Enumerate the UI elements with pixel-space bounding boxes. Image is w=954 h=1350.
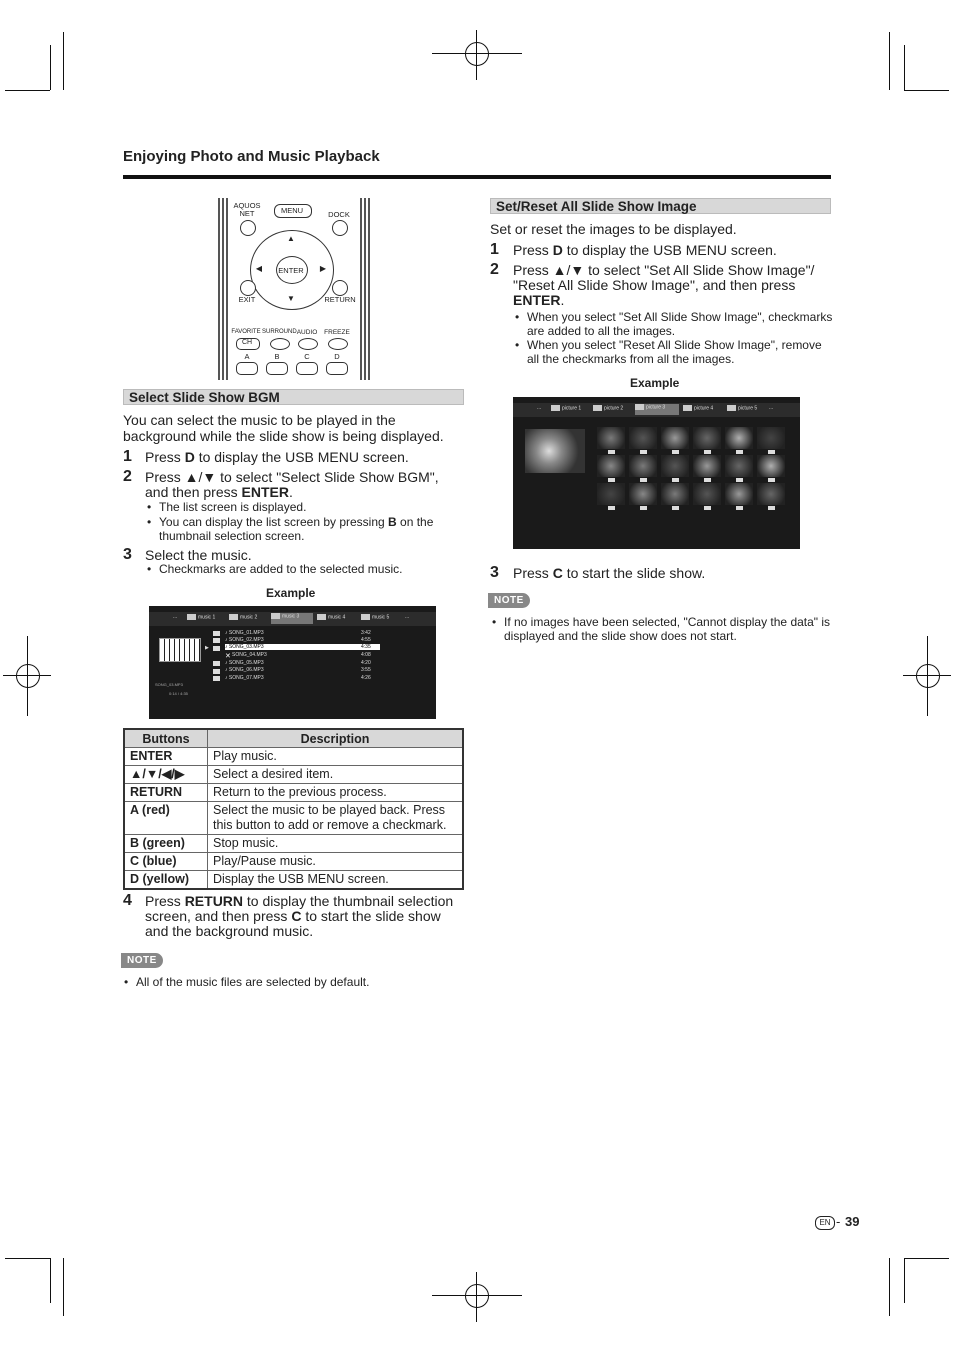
checkbox	[213, 669, 220, 674]
crop-mark	[904, 1258, 949, 1259]
c-label: C	[304, 352, 310, 361]
thumbnail-checkmark	[640, 506, 647, 510]
crop-mark	[63, 32, 64, 90]
surround-label: SURROUND	[262, 329, 297, 335]
crop-mark	[432, 53, 522, 54]
enter-label: ENTER	[278, 266, 304, 275]
checkbox	[213, 661, 220, 666]
thumbnail-checkmark	[672, 450, 679, 454]
play-cursor-icon: ▶	[205, 645, 209, 651]
elapsed-time: 0:14 / 4:35	[169, 691, 188, 696]
table-row: ▲/▼/◀/▶ Select a desired item.	[124, 766, 463, 784]
thumbnail-image	[597, 455, 625, 477]
thumbnail-image	[629, 455, 657, 477]
step-text: Press RETURN to display the thumbnail selection screen, and then press C to start the slide show and the background music.	[145, 893, 454, 939]
checkbox	[213, 631, 220, 636]
section-title-bgm: Select Slide Show BGM	[123, 389, 464, 405]
crop-mark	[476, 30, 477, 80]
song-row: ♪ SONG_06.MP3 3:55	[225, 667, 371, 673]
crop-mark	[904, 45, 905, 90]
bgm-intro: You can select the music to be played in the background while the slide show is being displayed.	[123, 412, 444, 444]
thumbnail-image	[725, 427, 753, 449]
a-button	[236, 362, 258, 375]
crop-mark	[432, 1295, 522, 1296]
thumbnail-image	[693, 455, 721, 477]
audio-button	[298, 338, 318, 350]
music-tab-bar	[149, 612, 436, 626]
a-label: A	[244, 352, 250, 361]
up-arrow-icon: ▲	[287, 234, 295, 243]
thumbnail-checkmark	[768, 450, 775, 454]
tab-music: music 5	[361, 614, 389, 620]
crop-mark	[50, 1258, 51, 1303]
picture-tab-bar	[513, 403, 800, 417]
table-header: Description	[208, 729, 464, 748]
thumbnail-image	[597, 483, 625, 505]
exit-label: EXIT	[238, 295, 256, 304]
piano-icon	[159, 638, 201, 662]
thumbnail-image	[725, 483, 753, 505]
slideshow-intro: Set or reset the images to be displayed.	[490, 221, 737, 237]
now-playing: SONG_03.MP3	[155, 682, 183, 687]
dock-label: DOCK	[328, 210, 350, 219]
song-row: ♪ SONG_07.MP3 4:26	[225, 675, 371, 681]
song-row: SONG_04.MP3 4:08	[232, 652, 371, 658]
crop-mark	[63, 1258, 64, 1316]
page-header: Enjoying Photo and Music Playback	[123, 148, 380, 165]
thumbnail-image	[757, 427, 785, 449]
step-number: 1	[123, 448, 132, 465]
table-row: RETURN Return to the previous process.	[124, 784, 463, 802]
crop-mark	[904, 90, 949, 91]
tab-music: music 1	[187, 614, 215, 620]
remote-illustration	[218, 198, 370, 380]
thumbnail-checkmark	[736, 450, 743, 454]
thumbnail-checkmark	[768, 478, 775, 482]
left-arrow-icon: ◀	[255, 264, 263, 273]
song-row: ♪ SONG_01.MP3 3:42	[225, 630, 371, 636]
table-row: A (red) Select the music to be played back. Press this button to add or remove a checkmark.	[124, 802, 463, 835]
registration-mark	[465, 1284, 489, 1308]
example-label: Example	[266, 586, 316, 600]
thumbnail-image	[757, 483, 785, 505]
step-text: Press D to display the USB MENU screen.	[513, 242, 777, 258]
freeze-button	[328, 338, 348, 350]
return-label: RETURN	[324, 295, 356, 304]
tab-ellipsis: ...	[405, 614, 410, 620]
thumbnail-checkmark	[672, 478, 679, 482]
thumbnail-checkmark	[640, 478, 647, 482]
crop-mark	[5, 1258, 50, 1259]
uncheck-icon: ✕	[225, 653, 231, 660]
tab-ellipsis: ...	[173, 614, 178, 620]
page-number: 39	[845, 1214, 860, 1229]
step-text: Press C to start the slide show.	[513, 565, 706, 581]
exit-button	[240, 280, 256, 296]
b-button	[266, 362, 288, 375]
c-button	[296, 362, 318, 375]
surround-button	[270, 338, 290, 350]
table-row: B (green) Stop music.	[124, 835, 463, 853]
section-title-slideshow: Set/Reset All Slide Show Image	[490, 198, 831, 214]
thumbnail-image	[661, 455, 689, 477]
song-row: ♪ SONG_05.MP3 4:20	[225, 660, 371, 666]
thumbnail-image	[661, 427, 689, 449]
table-header: Buttons	[124, 729, 208, 748]
bullet: • Checkmarks are added to the selected music.	[147, 562, 403, 576]
d-label: D	[334, 352, 340, 361]
crop-mark	[5, 90, 50, 91]
table-row: D (yellow) Display the USB MENU screen.	[124, 871, 463, 890]
music-list-screen	[149, 606, 436, 719]
tab-ellipsis: ...	[769, 405, 774, 411]
table-row: ENTER Play music.	[124, 748, 463, 766]
menu-label: MENU	[280, 206, 304, 215]
header-rule	[123, 175, 831, 179]
crop-mark	[889, 32, 890, 90]
thumbnail-image	[661, 483, 689, 505]
thumbnail-checkmark	[736, 478, 743, 482]
thumbnail-checkmark	[704, 450, 711, 454]
return-button	[332, 280, 348, 296]
step-number: 3	[123, 546, 132, 563]
crop-mark	[50, 45, 51, 90]
registration-mark	[465, 42, 489, 66]
thumbnail-image	[693, 427, 721, 449]
thumbnail-image	[757, 455, 785, 477]
buttons-table	[123, 728, 464, 890]
preview-image	[525, 429, 585, 473]
tab-picture: picture 4	[683, 405, 713, 411]
crop-mark	[476, 1272, 477, 1322]
thumbnail-image	[629, 483, 657, 505]
thumbnail-checkmark	[608, 450, 615, 454]
thumbnail-checkmark	[768, 506, 775, 510]
checkbox	[213, 676, 220, 681]
tab-picture: picture 2	[593, 405, 623, 411]
note-badge: NOTE	[121, 953, 163, 968]
step-number: 3	[490, 564, 499, 581]
step-text: Select the music.	[145, 547, 252, 563]
step-text: Press ▲/▼ to select "Set All Slide Show Image"/ "Reset All Slide Show Image", and then press ENTER.	[513, 262, 815, 308]
thumbnail-image	[693, 483, 721, 505]
d-button	[326, 362, 348, 375]
song-row-selected: ♪ SONG_03.MP3 4:35	[225, 644, 380, 650]
thumbnail-checkmark	[608, 506, 615, 510]
picture-thumbnail-screen	[513, 397, 800, 549]
aquos-net-label: AQUOS NET	[233, 201, 261, 218]
dock-button	[332, 220, 348, 236]
tab-ellipsis: ...	[537, 405, 542, 411]
note-badge: NOTE	[488, 593, 530, 608]
step-number: 4	[123, 892, 132, 909]
thumbnail-image	[597, 427, 625, 449]
step-text: Press D to display the USB MENU screen.	[145, 449, 409, 465]
thumbnail-checkmark	[736, 506, 743, 510]
tab-picture-selected: picture 3	[635, 404, 679, 415]
step-text: Press ▲/▼ to select "Select Slide Show BGM", and then press ENTER.	[145, 469, 439, 500]
bullet: • When you select "Set All Slide Show Image", checkmarks are added to all the images.	[515, 310, 833, 338]
bullet: • When you select "Reset All Slide Show Image", remove all the checkmarks from all the images.	[515, 338, 822, 366]
thumbnail-checkmark	[704, 478, 711, 482]
b-label: B	[274, 352, 280, 361]
tab-picture: picture 1	[551, 405, 581, 411]
tab-picture: picture 5	[727, 405, 757, 411]
crop-mark	[27, 636, 28, 716]
bullet: • The list screen is displayed.	[147, 500, 307, 514]
crop-mark	[904, 1258, 905, 1303]
step-number: 2	[123, 468, 132, 485]
right-arrow-icon: ▶	[319, 264, 327, 273]
registration-mark	[16, 664, 40, 688]
page-dash: -	[836, 1214, 841, 1229]
aquos-net-button	[240, 220, 256, 236]
song-row: ♪ SONG_02.MP3 4:55	[225, 637, 371, 643]
example-label: Example	[630, 376, 680, 390]
thumbnail-image	[725, 455, 753, 477]
ch-label: CH	[241, 339, 253, 346]
thumbnail-checkmark	[608, 478, 615, 482]
audio-label: AUDIO	[296, 329, 318, 336]
tab-music-selected: music 3	[271, 613, 313, 624]
note-bullet: • All of the music files are selected by default.	[124, 975, 370, 989]
down-arrow-icon: ▼	[287, 294, 295, 303]
thumbnail-checkmark	[704, 506, 711, 510]
step-number: 2	[490, 261, 499, 278]
thumbnail-checkmark	[672, 506, 679, 510]
freeze-label: FREEZE	[324, 329, 350, 336]
checkbox	[213, 646, 220, 651]
tab-music: music 2	[229, 614, 257, 620]
favorite-label: FAVORITE	[231, 329, 261, 335]
bullet: • You can display the list screen by pressing B on the thumbnail selection screen.	[147, 515, 434, 543]
step-number: 1	[490, 241, 499, 258]
note-bullet: • If no images have been selected, "Cannot display the data" is displayed and the slide show does not start.	[492, 615, 831, 643]
language-badge: EN	[815, 1216, 835, 1230]
checkbox	[213, 638, 220, 643]
tab-music: music 4	[317, 614, 345, 620]
crop-mark	[889, 1258, 890, 1316]
registration-mark	[916, 664, 940, 688]
crop-mark	[927, 636, 928, 716]
thumbnail-image	[629, 427, 657, 449]
table-row: C (blue) Play/Pause music.	[124, 853, 463, 871]
thumbnail-checkmark	[640, 450, 647, 454]
